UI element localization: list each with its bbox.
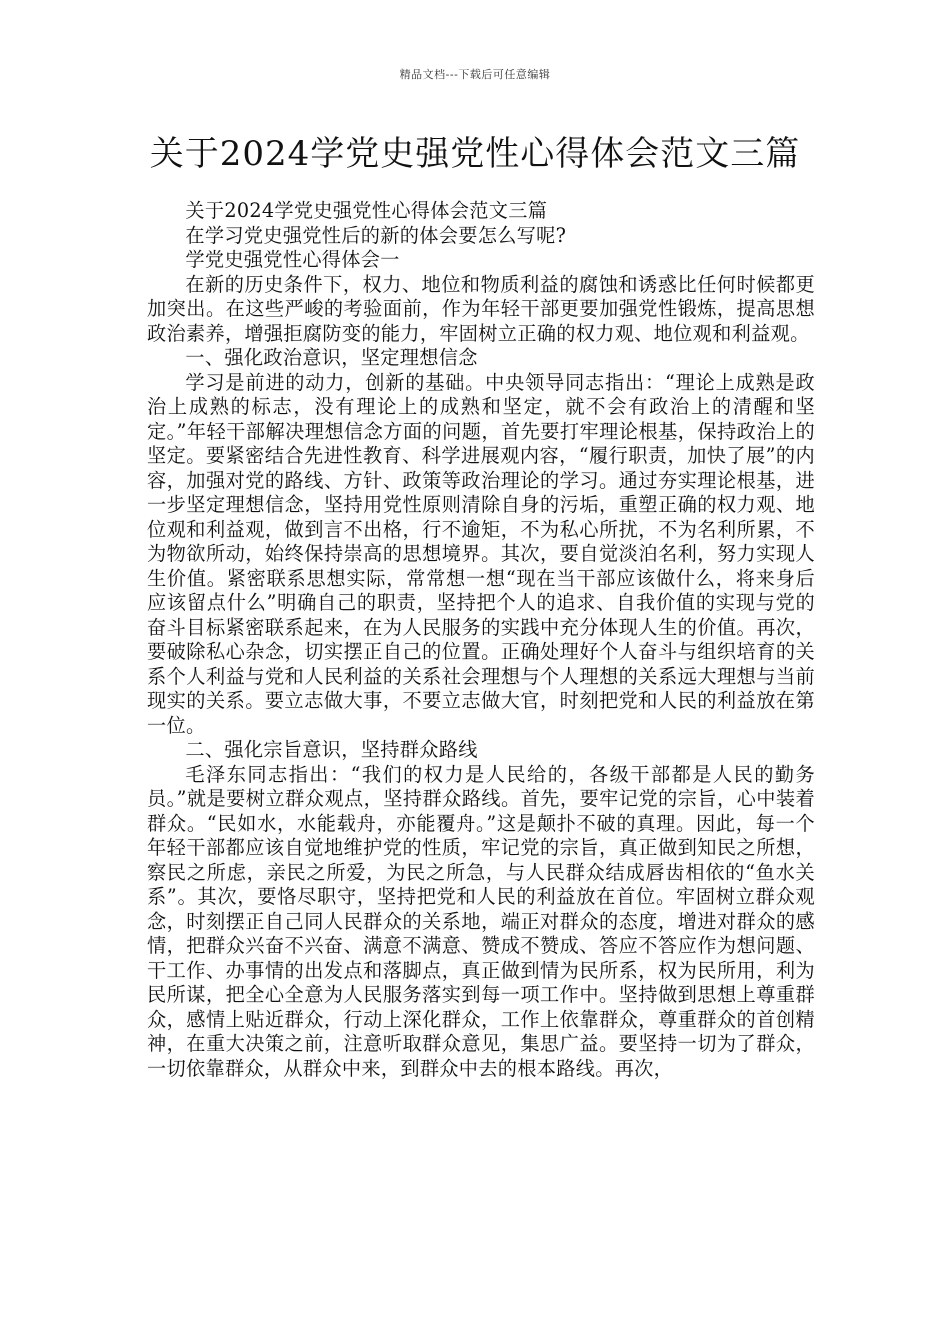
paragraph-question: 在学习党史强党性后的新的体会要怎么写呢? (185, 223, 567, 247)
paragraph-intro: 在新的历史条件下，权力、地位和物质利益的腐蚀和诱惑比任何时候都更加突出。在这些严峻的考验面前，作为年轻干部更要加强党性锻炼，提高思想政治素养，增强拒腐防变的能力，牢固树立正确的权力观、地位观和利益观。 (147, 272, 815, 345)
paragraph-body-1: 学习是前进的动力，创新的基础。中央领导同志指出：“理论上成熟是政治上成熟的标志，没有理论上的成熟和坚定，就不会有政治上的清醒和坚定。”年轻干部解决理想信念方面的问题，首先要打牢理论根基，保持政治上的坚定。要紧密结合先进性教育、科学进展观内容，“履行职责，加快了展”的内容，加强对党的路线、方针、政策等政治理论的学习。通过夯实理论根基，进一步坚定理想信念，坚持用党性原则清除自身的污垢，重塑正确的权力观、地位观和利益观，做到言不出格，行不逾矩，不为私心所扰，不为名利所累，不为物欲所动，始终保持崇高的思想境界。其次，要自觉淡泊名利，努力实现人生价值。紧密联系思想实际，常常想一想“现在当干部应该做什么，将来身后应该留点什么”明确自己的职责，坚持把个人的追求、自我价值的实现与党的奋斗目标紧密联系起来，在为人民服务的实践中充分体现人生的价值。再次，要破除私心杂念，切实摆正自己的位置。正确处理好个人奋斗与组织培育的关系个人利益与党和人民利益的关系社会理想与个人理想的关系远大理想与当前现实的关系。要立志做大事，不要立志做大官，时刻把党和人民的利益放在第一位。 (147, 370, 815, 737)
paragraph-heading-1: 一、强化政治意识，坚定理想信念 (185, 346, 478, 369)
document-body (147, 199, 815, 1081)
paragraph-heading-2: 二、强化宗旨意识，坚持群众路线 (185, 738, 478, 761)
paragraph-section-heading: 学党史强党性心得体会一 (185, 248, 400, 271)
document-title: 关于2024学党史强党性心得体会范文三篇 (149, 134, 801, 174)
header-note: 精品文档---下载后可任意编辑 (399, 68, 551, 81)
paragraph-body-2: 毛泽东同志指出：“我们的权力是人民给的，各级干部都是人民的勤务员。”就是要树立群众观点，坚持群众路线。首先，要牢记党的宗旨，心中装着群众。“民如水，水能载舟，亦能覆舟。”这是颠扑不破的真理。因此，每一个年轻干部都应该自觉地维护党的性质，牢记党的宗旨，真正做到知民之所想，察民之所虑，亲民之所爱，为民之所急，与人民群众结成唇齿相依的“鱼水关系”。其次，要恪尽职守，坚持把党和人民的利益放在首位。牢固树立群众观念，时刻摆正自己同人民群众的关系地，端正对群众的态度，增进对群众的感情，把群众兴奋不兴奋、满意不满意、赞成不赞成、答应不答应作为想问题、干工作、办事情的出发点和落脚点，真正做到情为民所系，权为民所用，利为民所谋，把全心全意为人民服务落实到每一项工作中。坚持做到思想上尊重群众，感情上贴近群众，行动上深化群众，工作上依靠群众，尊重群众的首创精神，在重大决策之前，注意听取群众意见，集思广益。要坚持一切为了群众，一切依靠群众，从群众中来，到群众中去的根本路线。再次， (147, 762, 815, 1080)
paragraph-subtitle: 关于2024学党史强党性心得体会范文三篇 (185, 199, 548, 222)
